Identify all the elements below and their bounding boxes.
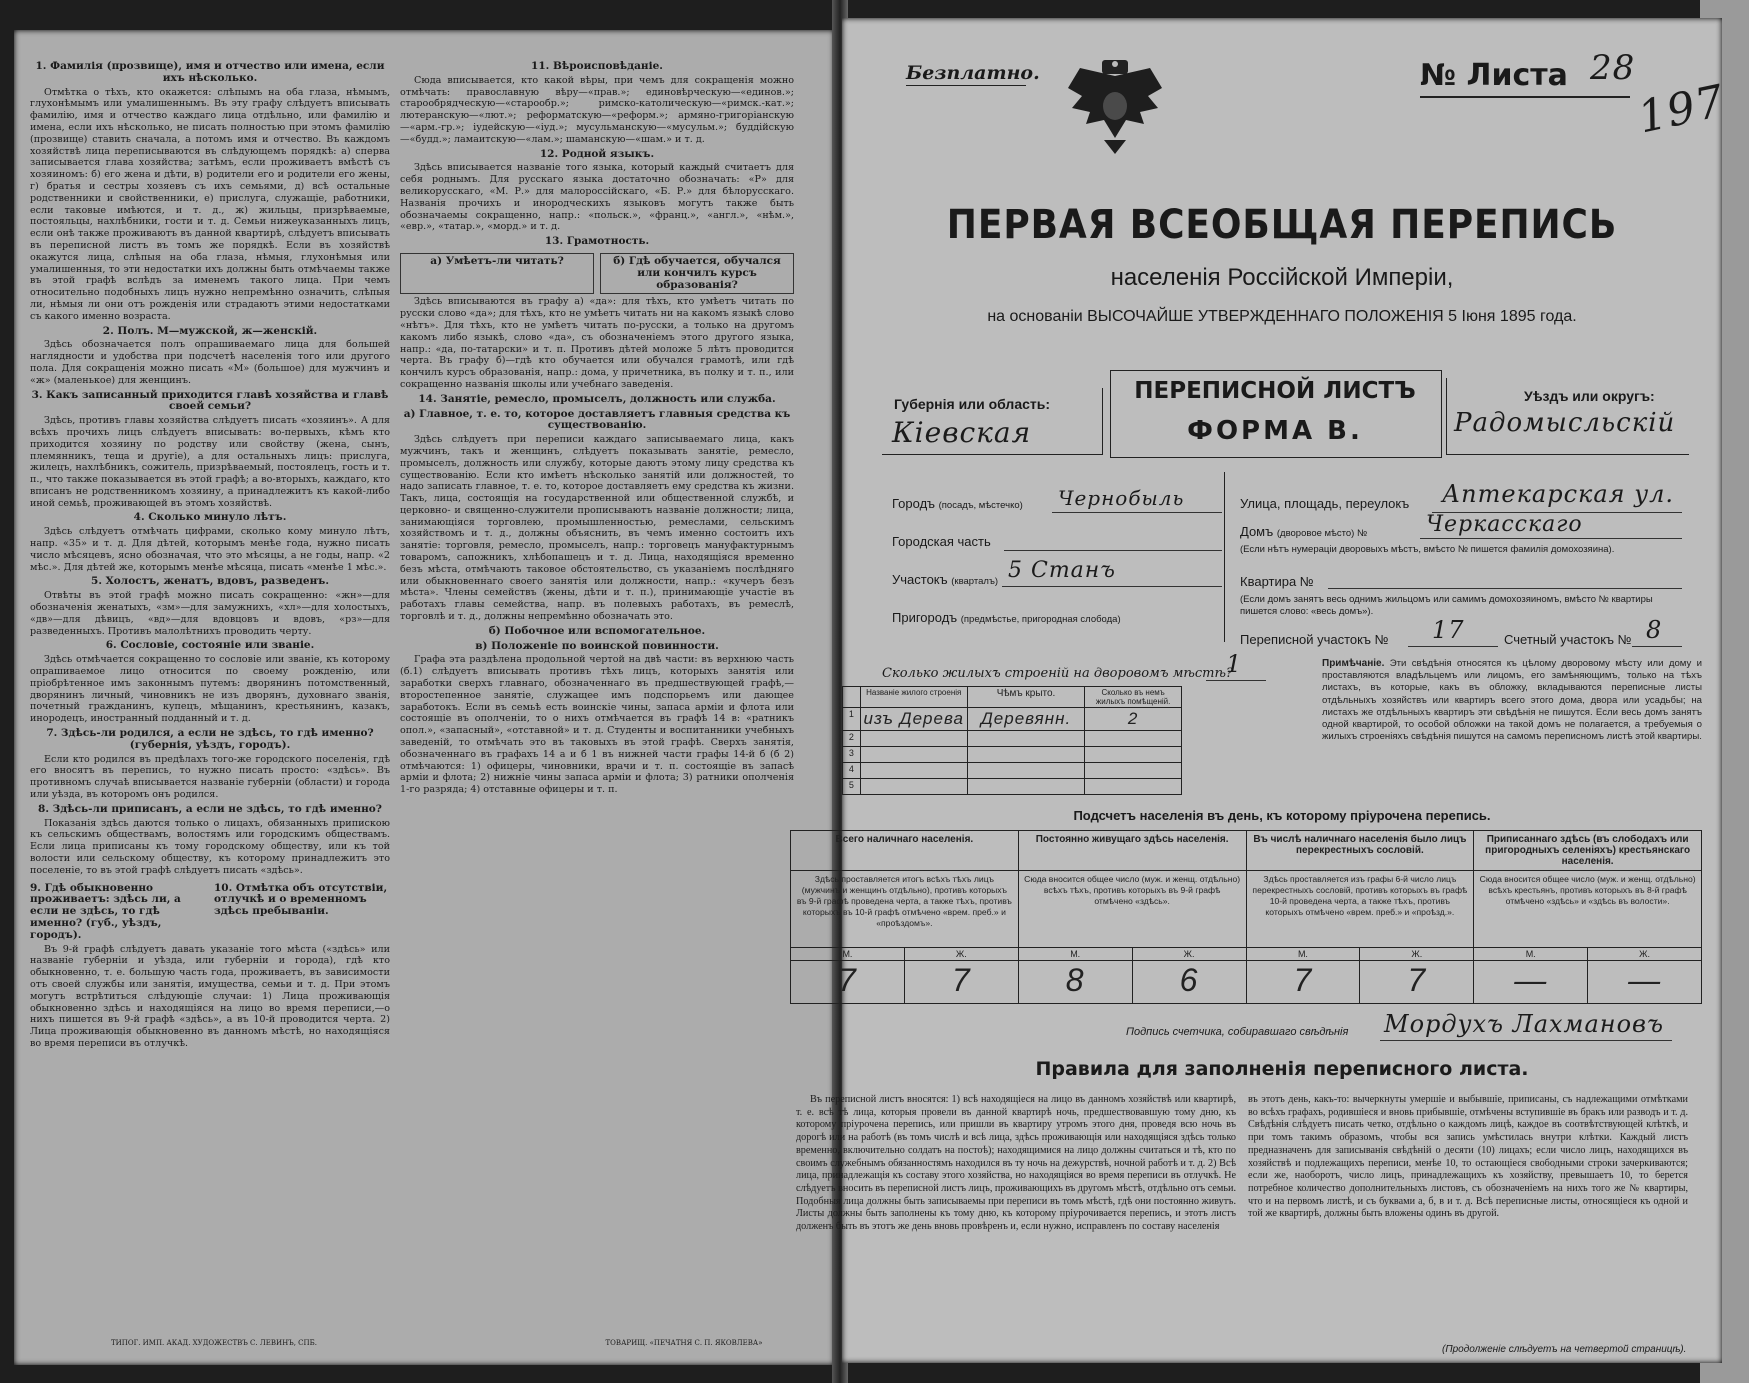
- address-divider: [1224, 472, 1225, 642]
- right-page-census-form: [796, 18, 1730, 1363]
- section-11-title: 11. Вѣроисповѣданіе.: [531, 60, 663, 72]
- city-underline: [1052, 512, 1222, 513]
- buildings-row-name: [860, 731, 967, 747]
- buildings-row-number: 2: [843, 731, 861, 747]
- rules-column-2: въ этотъ день, какъ-то: вычеркнуты умершіе и выбывшіе, приписаны, съ надлежащими отмѣтками во всѣхъ графахъ, родившіеся и вновь прибывшіе, отмѣчены вступившіе въ бракъ или разводъ и т. д. Свѣдѣнія слѣдуетъ писать четко, отдѣльно о каждомъ лицѣ, каждое въ соотвѣтствующей клѣткѣ, и при томъ такимъ образомъ, чтобы вся запись умѣстилась внутри клѣтки. Каждый листъ предназначенъ для записыванія свѣдѣній о десяти (10) лицахъ; если число лицъ, находящихся въ хозяйствѣ и подлежащихъ переписи, менѣе 10, то остающіеся свободными строки зачеркиваются; если же, наоборотъ, число лицъ, принадлежащихъ къ хозяйству, превышаетъ 10, то берется потребное количество дополнительныхъ листовъ, съ обозначеніемъ на нихъ того же № квартиры, что и на первомъ листѣ, и съ буквами а, б, в и т. д. Всѣ переписные листы, относящіеся къ одной и той же квартирѣ, должны быть вложены одинъ въ другой.: [1248, 1094, 1688, 1220]
- section-8-text: Показанія здѣсь даются только о лицахъ, обязанныхъ припискою къ сельскимъ обществамъ, волостямъ или городскимъ обществамъ. Если лица приписаны къ тому городскому обществу, или къ той волости или сельскому обществу, къ которому принадлежитъ это поселеніе, то въ этой графѣ слѣдуетъ писать «здѣсь».: [30, 817, 390, 876]
- male-count-value: —: [1474, 961, 1588, 1004]
- male-count-value: 8: [1018, 961, 1132, 1004]
- section-13-subheads: [400, 250, 794, 296]
- buildings-underline: [1206, 680, 1266, 681]
- free-underline: [906, 85, 1026, 86]
- signature-value: Мордухъ Лахмановъ: [1384, 1010, 1664, 1038]
- section-1-title: 1. Фамилія (прозвище), имя и отчество или имена, если ихъ нѣсколько.: [35, 60, 385, 84]
- sections-9-10-heading: [30, 880, 390, 944]
- instructions-column-1: [30, 58, 390, 1358]
- count-values-row: [791, 961, 1702, 1004]
- suburb-label: [892, 610, 1121, 625]
- house-value: Черкасскаго: [1426, 512, 1583, 537]
- house-underline: [1420, 538, 1682, 539]
- buildings-row-count: [1085, 763, 1182, 779]
- census-subtitle: населенія Россійской Имперіи,: [1110, 264, 1454, 291]
- guberniya-value: Кіевская: [892, 416, 1032, 449]
- count-group-title: Постоянно живущаго здѣсь населенія.: [1018, 831, 1246, 871]
- buildings-col-roof: Чѣмъ крыто.: [967, 687, 1085, 708]
- district-label: [892, 572, 998, 587]
- buildings-row-number: 5: [843, 779, 861, 795]
- apartment-label: Квартира №: [1240, 574, 1314, 589]
- note-text: Эти свѣдѣнія относятся къ цѣлому дворовому мѣсту или дому и проставляются владѣльцемъ или лицомъ, его замѣняющимъ, только на тѣхъ листахъ, въ которые, какъ въ обложку, вкладываются переписные листы отдѣльныхъ хозяйствъ или квартиръ всего этого дома, двора или усадьбы; на листахъ же отдѣльныхъ квартиръ эти свѣдѣнія не пишутся. Если весь домъ занятъ одной квартирой, то особой обложки на такой домъ не полагается, а требуемыя о жилыхъ строеніяхъ свѣдѣнія пишутся на самомъ переписномъ листѣ этой квартиры.: [1322, 658, 1702, 743]
- rules-title: Правила для заполненія переписного листа.: [1035, 1058, 1529, 1080]
- house-label-text: Домъ: [1240, 524, 1274, 539]
- uezd-label: Уѣздъ или округъ:: [1524, 388, 1655, 404]
- buildings-row: [843, 763, 1182, 779]
- female-column-label: Ж.: [1132, 948, 1246, 961]
- female-column-label: Ж.: [1588, 948, 1702, 961]
- counting-district-underline: [1632, 646, 1682, 647]
- printer-imprint-2: ТОВАРИЩ. «ПЕЧАТНЯ С. П. ЯКОВЛЕВА»: [605, 1339, 763, 1347]
- buildings-row-count: [1085, 779, 1182, 795]
- section-5-title: 5. Холостъ, женатъ, вдовъ, разведенъ.: [91, 575, 329, 588]
- census-district-underline: [1408, 646, 1498, 647]
- buildings-row-name: изъ Дерева: [860, 708, 967, 731]
- buildings-row-roof: Деревянн.: [967, 708, 1085, 731]
- signature-label: Подпись счетчика, собиравшаго свѣдѣнія: [1126, 1026, 1349, 1038]
- city-hint: (посадъ, мѣстечко): [938, 500, 1023, 511]
- buildings-row-number: 1: [843, 708, 861, 731]
- section-8-title: 8. Здѣсь-ли приписанъ, а если не здѣсь, то гдѣ именно?: [38, 802, 382, 815]
- section-14-title: 14. Занятіе, ремесло, промыселъ, должность или служба.: [418, 392, 776, 405]
- section-12-title: 12. Родной языкъ.: [539, 147, 655, 160]
- section-11-text: Сюда вписывается, кто какой вѣры, при чемъ для сокращенія можно отмѣчать: православную вѣру—«прав.»; единовѣрческую—«единов.»; старообрядческую—«старообр.»; римско-католическую—«римск.-кат.»; лютеранскую—«лют.»; реформатскую—«реформ.»; армяно-григоріанскую—«арм.-гр.»; іудейскую—«іуд.»; мусульманскую—«мусульм.»; буддійскую—«будд.»; ламаитскую—«лам.»; шаманскую—«шам.» и т. д.: [400, 74, 794, 145]
- female-count-value: 6: [1132, 961, 1246, 1004]
- city-label-text: Городъ: [892, 496, 935, 511]
- district-label-text: Участокъ: [892, 572, 948, 587]
- printer-imprint-1: ТИПОГ. ИМП. АКАД. ХУДОЖЕСТВЪ С. ЛЕВИНЪ, СПБ.: [110, 1339, 318, 1347]
- section-3-text: Здѣсь, противъ главы хозяйства слѣдуетъ писать «хозяинъ». А для всѣхъ прочихъ лицъ слѣдуетъ вписывать: во-первыхъ, кѣмъ кто приходится хозяину по родству или свойству (жена, сынъ, племянникъ, теща и другіе), а для остальныхъ лицъ: прислуга, жилецъ, нахлѣбникъ, сожитель, призрѣваемый, постоялецъ, гость и т. п., что также показывается въ этой графѣ; а во-вторыхъ, каждаго, кто вписанъ не родственникомъ хозяину, а принадлежитъ къ какой-либо иной семьѣ, проживающей въ этомъ хозяйствѣ.: [30, 415, 390, 509]
- city-label: [892, 496, 1023, 511]
- section-2-text: Здѣсь обозначается полъ опрашиваемаго лица для большей наглядности и удобства при подсчетѣ населенія того или другого пола. Для сокращенія можно писать «М» (большое) для мужчинъ и «ж» (маленькое) для женщинъ.: [30, 339, 390, 386]
- uezd-value: Радомысльскій: [1454, 408, 1676, 438]
- buildings-value: 1: [1226, 650, 1243, 678]
- sections-9-10-text: Въ 9-й графѣ слѣдуетъ давать указаніе того мѣста («здѣсь» или названіе губерніи и уѣзда, или губерніи и города), гдѣ кто обыкновенно, т. е. большую часть года, проживаетъ, въ зависимости отъ своей службы или занятія, имущества, семьи и т. д. При этомъ могутъ встрѣтиться слѣдующіе случаи: 1) Лица проживающія обыкновенно здѣсь и находящіяся на лицо во время переписи,—о нихъ пишется въ 9-й графѣ «здѣсь», а въ 10-й проводится черта. 2) Лица проживающія обыкновенно въ данномъ мѣстѣ, но находящіяся во время переписи въ отлучкѣ.: [30, 943, 390, 1049]
- imperial-eagle-emblem: [1060, 58, 1170, 158]
- section-14c-title: в) Положеніе по воинской повинности.: [475, 639, 719, 652]
- instructions-column-2: [400, 58, 794, 1358]
- male-count-value: 7: [791, 961, 905, 1004]
- section-5-text: Отвѣты въ этой графѣ можно писать сокращенно: «жн»—для обозначенія женатыхъ, «зм»—для замужнихъ, «хл»—для холостыхъ, «дв»—для дѣвицъ, «вд»—для вдовцовъ и вдовъ, «рз»—для разведенныхъ. Противъ малолѣтнихъ проводить черту.: [30, 590, 390, 637]
- buildings-row-roof: [967, 763, 1085, 779]
- census-legal-basis: на основаніи ВЫСОЧАЙШЕ УТВЕРЖДЕННАГО ПОЛОЖЕНІЯ 5 Іюня 1895 года.: [987, 308, 1577, 325]
- guberniya-label: Губернія или область:: [894, 396, 1051, 412]
- section-14a-title: а) Главное, т. е. то, которое доставляетъ главныя средства къ существованію.: [403, 407, 791, 432]
- section-12-text: Здѣсь вписывается названіе того языка, который каждый считаетъ для себя роднымъ. Для русскаго языка достаточно обозначать: «Р» для великорусскаго, «М. Р.» для малороссійскаго, «Б. Р.» для бѣлорусскаго. Названія прочихъ и инородческихъ языковъ могутъ также быть обозначаемы сокращенно, напр.: «польск.», «франц.», «англ.», «нѣм.», «евр.», «татар.», «морд.» и т. д.: [400, 162, 794, 233]
- buildings-row-number: 4: [843, 763, 861, 779]
- suburb-label-text: Пригородъ: [892, 610, 958, 625]
- section-2-title: 2. Полъ. М—мужской, ж—женскій.: [102, 324, 318, 337]
- count-title: Подсчетъ населенія въ день, къ которому пріурочена перепись.: [1073, 808, 1491, 823]
- apartment-note: (Если домъ занятъ весь однимъ жильцомъ или самимъ домохозяиномъ, вмѣсто № квартиры пишется слово: «весь домъ»).: [1240, 594, 1653, 617]
- section-14a-text: Здѣсь слѣдуетъ при переписи каждаго записываемаго лица, какъ мужчинъ, такъ и женщинъ, слѣдуетъ показывать занятіе, ремесло, промыселъ, должность или службу, которые даютъ этому лицу средства къ существованію. Если кто имѣетъ нѣсколько занятій или должностей, то надо записать главное, т. е. то, которое доставляетъ ему средства къ жизни. Такъ, лица, состоящія на государственной или общественной службѣ, и церковно- и священно-служители прописываютъ названіе должности; лица, занимающіяся торговлею, промышленностью, ремеслами, сельскимъ хозяйствомъ и т. д., должны объяснить, въ чемъ именно состоитъ ихъ занятіе: торговля, ремесло, промыселъ, напр.: торговецъ мануфактурнымъ товаромъ, сапожникъ, хлѣбопашецъ и т. д. Лица, находящіяся временно безъ мѣста, отмѣчаютъ таковое обстоятельство, съ указаніемъ послѣдняго или обыкновеннаго своего занятія или должности, напр.: «кучеръ безъ мѣста». Члены семействъ (жены, дѣти и т. п.), принимающіе участіе въ работахъ главы семейства, напр. въ полевыхъ работахъ, въ ремеслѣ, торговлѣ и т. д., должны непремѣнно обозначать это.: [400, 434, 794, 623]
- buildings-row-name: [860, 779, 967, 795]
- census-title: ПЕРВАЯ ВСЕОБЩАЯ ПЕРЕПИСЬ: [946, 202, 1618, 248]
- city-value: Чернобыль: [1058, 486, 1185, 510]
- district-value: 5 Станъ: [1008, 558, 1116, 583]
- female-column-label: Ж.: [1360, 948, 1474, 961]
- sheet-number-value: 28: [1590, 48, 1636, 88]
- male-column-label: М.: [791, 948, 905, 961]
- apartment-underline: [1328, 588, 1682, 589]
- guberniya-box: [882, 388, 1103, 455]
- section-14b-title: б) Побочное или вспомогательное.: [488, 624, 706, 637]
- buildings-col-count: Сколько въ немъ жилыхъ помѣщеній.: [1085, 687, 1182, 708]
- buildings-row-count: [1085, 731, 1182, 747]
- count-group-title: Приписаннаго здѣсь (въ слободахъ или пригородныхъ селеніяхъ) крестьянскаго населенія.: [1474, 831, 1702, 871]
- count-mf-row: [791, 948, 1702, 961]
- count-titles-row: [791, 831, 1702, 871]
- male-column-label: М.: [1018, 948, 1132, 961]
- buildings-label: Сколько жилыхъ строеній на дворовомъ мѣстѣ?: [882, 666, 1233, 681]
- female-count-value: 7: [1360, 961, 1474, 1004]
- city-part-underline: [1004, 550, 1222, 551]
- section-13-title: 13. Грамотность.: [544, 235, 650, 248]
- buildings-row: [843, 731, 1182, 747]
- buildings-row-count: 2: [1085, 708, 1182, 731]
- form-letter: ФОРМА В.: [1187, 416, 1363, 446]
- section-14b-text: Графа эта раздѣлена продольной чертой на двѣ части: въ верхнюю часть (б.1) слѣдуетъ вписывать противъ тѣхъ лицъ, которыхъ занятія или заработки сверхъ главнаго, обозначеннаго въ предшествующей графѣ,—второстепенное занятіе, служащее имъ подспорьемъ или дающее заработокъ. Если въ семьѣ есть воинскіе чины, запаса арміи и флота или состоящіе въ ополченіи, то о нихъ отмѣчается въ графѣ 14 в: «ратникъ опол.», «запасный», «отставной» и т. д. Студенты и воспитанники учебныхъ заведеній, то отмѣчать это въ таковыхъ въ этой графѣ. Сверхъ занятія, обозначеннаго въ графахъ 14 а и б 1 въ нижней части графы 14-й б (б 2) отмѣчаются: 1) офицеры, чиновники, врачи и т. п. состоящіе въ запасѣ арміи и флота; 2) нижніе чины запаса арміи и флота; 3) ратники ополченія 1-го разряда; 4) отставные офицеры и т. п.: [400, 654, 794, 796]
- census-district-value: 17: [1432, 616, 1465, 644]
- buildings-row: [843, 779, 1182, 795]
- buildings-table-body: [843, 708, 1182, 795]
- female-count-value: 7: [904, 961, 1018, 1004]
- buildings-row-roof: [967, 779, 1085, 795]
- suburb-hint: (предмѣстье, пригородная слобода): [960, 614, 1121, 625]
- list-title: ПЕРЕПИСНОЙ ЛИСТЪ: [1134, 378, 1416, 404]
- counting-district-label: Счетный участокъ №: [1504, 632, 1632, 647]
- count-texts-row: [791, 871, 1702, 948]
- count-group-text: Здѣсь проставляется изъ графы 6-й число лицъ перекрестныхъ сословій, противъ которыхъ въ графѣ 10-й проведена черта, а также тѣхъ, противъ которыхъ отмѣчено «врем. преб.» и «проѣзд.».: [1246, 871, 1474, 948]
- buildings-col-num: [843, 687, 861, 708]
- sheet-number-underline: [1420, 96, 1630, 98]
- district-hint: (кварталъ): [951, 576, 999, 587]
- city-part-label: Городская часть: [892, 534, 991, 549]
- house-hint: (дворовое мѣсто) №: [1276, 528, 1368, 539]
- district-underline: [1002, 586, 1222, 587]
- count-group-text: Сюда вносится общее число (муж. и женщ. отдѣльно) всѣхъ крестьянъ, противъ которыхъ въ 8-й графѣ отмѣчено «здѣсь» и «здѣсь въ волости».: [1474, 871, 1702, 948]
- count-group-text: Сюда вносится общее число (муж. и женщ. отдѣльно) всѣхъ тѣхъ, противъ которыхъ въ 9-й графѣ отмѣчено «здѣсь».: [1018, 871, 1246, 948]
- note-label: Примѣчаніе.: [1322, 658, 1385, 669]
- house-note: (Если нѣтъ нумераціи дворовыхъ мѣстъ, вмѣсто № пишется фамилія домохозяина).: [1240, 544, 1615, 555]
- male-count-value: 7: [1246, 961, 1360, 1004]
- census-district-label: Переписной участокъ №: [1240, 632, 1389, 647]
- section-7-title: 7. Здѣсь-ли родился, а если не здѣсь, то гдѣ именно? (губернія, уѣздъ, городъ).: [46, 727, 374, 751]
- left-page-instructions: [14, 30, 834, 1365]
- section-13a-title: а) Умѣетъ-ли читать?: [400, 253, 594, 294]
- buildings-note: [1322, 658, 1702, 743]
- male-column-label: М.: [1246, 948, 1360, 961]
- buildings-row-count: [1085, 747, 1182, 763]
- uezd-box: [1446, 378, 1689, 455]
- female-column-label: Ж.: [904, 948, 1018, 961]
- section-4-text: Здѣсь слѣдуетъ отмѣчать цифрами, сколько кому минуло лѣтъ, напр. «35» и т. д. Для дѣтей, которымъ менѣе года, нужно писать число мѣсяцевъ, ясно обозначая, что это мѣсяцы, а не годы, напр. «2 мѣс.». Для дѣтей же, которымъ менѣе мѣсяца, писать «менѣе 1 мѣс.».: [30, 526, 390, 573]
- house-label: [1240, 524, 1367, 539]
- rules-continuation-note: (Продолженіе слѣдуетъ на четвертой страницѣ).: [1442, 1344, 1687, 1355]
- section-4-title: 4. Сколько минуло лѣтъ.: [133, 511, 287, 524]
- count-group-title: Всего наличнаго населенія.: [791, 831, 1019, 871]
- male-column-label: М.: [1474, 948, 1588, 961]
- section-6-text: Здѣсь отмѣчается сокращенно то сословіе или званіе, къ которому опрашиваемое лицо относится по своему рожденію, или пріобрѣтенное имъ законнымъ путемъ: дворянинъ потомственный, дворянинъ личный, чиновникъ не изъ дворянъ, духовнаго званія, почетный гражданинъ, купецъ, мѣщанинъ, крестьянинъ, казакъ, инородецъ, иностранный подданный и т. д.: [30, 654, 390, 725]
- section-13-text: Здѣсь вписываются въ графу а) «да»: для тѣхъ, кто умѣетъ читать по русски слово «да»; для тѣхъ, кто не умѣетъ читать ни на какомъ языкѣ слово «нѣтъ». Для тѣхъ, кто не умѣетъ читать по-русски, а только на другомъ какомъ либо языкѣ, слово «да», съ обозначеніемъ этого другого языка, напр.: «да, по-татарски» и т. п. Противъ дѣтей моложе 5 лѣтъ проводится черта. Въ графу б)—гдѣ кто обучается или обучался грамотѣ, или гдѣ кончилъ курсъ образованія, напр.: дома, у причетника, въ полку и т. п., или сокращенно названія школы или учебнаго заведенія.: [400, 296, 794, 390]
- buildings-row-number: 3: [843, 747, 861, 763]
- street-value: Аптекарская ул.: [1442, 480, 1675, 508]
- buildings-row-name: [860, 747, 967, 763]
- section-6-title: 6. Сословіе, состояніе или званіе.: [105, 639, 315, 652]
- section-3-title: 3. Какъ записанный приходится главѣ хозяйства и главѣ своей семьи?: [31, 388, 389, 413]
- buildings-row-name: [860, 763, 967, 779]
- buildings-table: [842, 686, 1182, 795]
- female-count-value: —: [1588, 961, 1702, 1004]
- free-label: Безплатно.: [906, 62, 1040, 84]
- section-9-title: 9. Гдѣ обыкновенно проживаетъ: здѣсь ли, а если не здѣсь, то гдѣ именно? (губ., уѣздъ, городъ).: [30, 881, 181, 941]
- count-group-title: Въ числѣ наличнаго населенія было лицъ перекрестныхъ сословій.: [1246, 831, 1474, 871]
- street-label: Улица, площадь, переулокъ: [1240, 496, 1410, 511]
- buildings-row-roof: [967, 747, 1085, 763]
- sheet-number-label: № Листа: [1420, 58, 1568, 93]
- buildings-row: [843, 747, 1182, 763]
- buildings-row-roof: [967, 731, 1085, 747]
- counting-district-value: 8: [1646, 616, 1663, 644]
- archive-page-stamp: 197: [1633, 75, 1730, 144]
- section-1-text: Отмѣтка о тѣхъ, кто окажется: слѣпымъ на оба глаза, нѣмымъ, глухонѣмымъ или умалишеннымъ. Въ эту графу слѣдуетъ вписывать фамилію, имя и отчество каждаго лица отдѣльно, или фамилію и имена, если ихъ нѣсколько, не писать полностью при этомъ фамилію (прозвище) ставить сначала, а потомъ имя и отчество. Въ каждомъ хозяйствѣ лица переписываются въ слѣдующемъ порядкѣ: а) сперва записывается глава хозяйства; затѣмъ, если проживаетъ вмѣстѣ съ хозяиномъ: б) его жена и дѣти, в) родители его и родители его жены, г) братья и сестры хозяевъ съ ихъ семьями, д) всѣ остальные родственники и свойственники, е) прислуга, служащіе, работники, если таковые имѣются, и т. д., ж) жильцы, призрѣваемые, постояльцы, нахлѣбники, гости и т. д. Семьи нижеуказанныхъ лицъ, если онѣ также проживаютъ въ данной квартирѣ, слѣдуетъ вписывать въ переписной листъ въ томъ же порядкѣ. Если въ хозяйствѣ окажутся лица, слѣпыя на оба глаза, нѣмыя, глухонѣмыя или умалишенныя, то эти недостатки ихъ должны быть отмѣчаемы также въ этой графѣ вслѣдъ за именемъ такого лица. При чемъ относительно подобныхъ лицъ нужно непремѣнно означить, слѣпыя ли, нѣмыя ли они отъ рожденія или страдаютъ этими недостатками съ какого именно возраста.: [30, 86, 390, 322]
- section-13b-title: б) Гдѣ обучается, обучался или кончилъ курсъ образованія?: [600, 253, 794, 294]
- count-group-text: Здѣсь проставляется итогъ всѣхъ тѣхъ лицъ (мужчинъ и женщинъ отдѣльно), противъ которыхъ въ 9-й графѣ проведена черта, а также тѣхъ, противъ которыхъ въ 10-й графѣ отмѣчено «врем. преб.» и «проѣздомъ».: [791, 871, 1019, 948]
- section-7-text: Если кто родился въ предѣлахъ того-же городского поселенія, гдѣ его вносятъ въ перепись, то нужно писать просто: «здѣсь». Въ противномъ случаѣ вписывается названіе губерніи (области) и города или уѣзда, въ которомъ онъ родился.: [30, 753, 390, 801]
- buildings-col-name: Названіе жилого строенія: [860, 687, 967, 708]
- signature-underline: [1380, 1040, 1672, 1041]
- section-10-title: 10. Отмѣтка объ отсутствіи, отлучкѣ и о временномъ здѣсь пребываніи.: [214, 881, 388, 918]
- rules-column-1: Въ переписной листъ вносятся: 1) всѣ находящіеся на лицо въ данномъ хозяйствѣ или квартирѣ, т. е. всѣ тѣ лица, которыя провели въ данной квартирѣ ночь, предшествовавшую тому дню, къ которому пріурочена перепись, или пришли въ квартиру утромъ этого дня, проведя всю ночь въ дорогѣ или на работѣ (въ томъ числѣ и всѣ лица, здѣсь проживающія или находящіяся здѣсь только временно, включительно солдатъ на постоѣ); находящимися на лицо должны считаться и тѣ, кто по своимъ служебнымъ обязанностямъ находился въ ту ночь на дежурствѣ, ночной работѣ и т. д. 2) Всѣ лица, принадлежащія къ составу этого хозяйства, но находящіяся во время переписи въ отлучкѣ. Не слѣдуетъ вносить въ переписной листъ лицъ, проживающихъ въ другомъ мѣстѣ, отдѣльно отъ семьи. Подобныя лица должны быть записываемы при переписи въ томъ мѣстѣ, гдѣ они постоянно живутъ. Листы должны быть заполнены къ тому дню, къ которому пріурочивается перепись, и этотъ листъ долженъ быть въ этотъ же день вновь провѣренъ и, если нужно, исправленъ по составу населенія: [796, 1094, 1236, 1233]
- buildings-row: [843, 708, 1182, 731]
- population-count-table: [790, 830, 1702, 1004]
